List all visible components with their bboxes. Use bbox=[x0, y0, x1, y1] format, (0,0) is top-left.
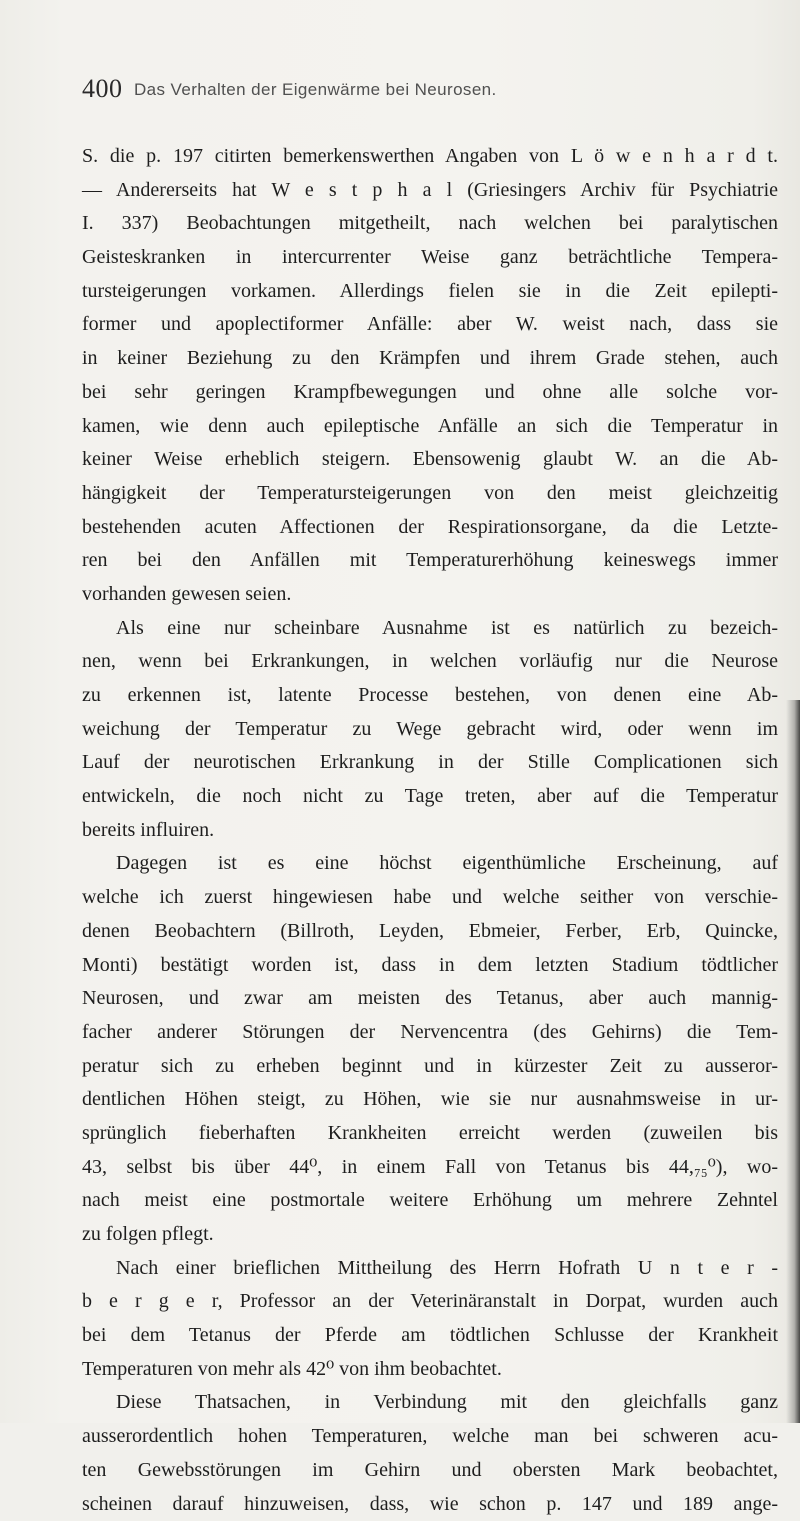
text-line: kamen, wie denn auch epileptische Anfälle an sich die Temperatur in bbox=[82, 410, 778, 444]
text-line: Nach einer brieflichen Mittheilung des Herrn Hofrath U n t e r - bbox=[82, 1252, 778, 1286]
text-line: welche ich zuerst hingewiesen habe und welche seither von verschie- bbox=[82, 881, 778, 915]
body-text bbox=[82, 140, 778, 1521]
text-line: peratur sich zu erheben beginnt und in kürzester Zeit zu ausseror- bbox=[82, 1050, 778, 1084]
text-line: scheinen darauf hinzuweisen, dass, wie schon p. 147 und 189 ange- bbox=[82, 1488, 778, 1521]
text-line: weichung der Temperatur zu Wege gebracht wird, oder wenn im bbox=[82, 713, 778, 747]
text-line: 43, selbst bis über 44⁰, in einem Fall von Tetanus bis 44,₇₅⁰), wo- bbox=[82, 1151, 778, 1185]
text-line: Geisteskranken in intercurrenter Weise ganz beträchtliche Tempera- bbox=[82, 241, 778, 275]
text-line: Dagegen ist es eine höchst eigenthümliche Erscheinung, auf bbox=[82, 847, 778, 881]
text-line: bereits influiren. bbox=[82, 814, 778, 848]
text-line: hängigkeit der Temperatursteigerungen von den meist gleichzeitig bbox=[82, 477, 778, 511]
text-line: zu folgen pflegt. bbox=[82, 1218, 778, 1252]
text-line: Temperaturen von mehr als 42⁰ von ihm beobachtet. bbox=[82, 1353, 778, 1387]
text-line: bei dem Tetanus der Pferde am tödtlichen Schlusse der Krankheit bbox=[82, 1319, 778, 1353]
page-number: 400 bbox=[82, 74, 123, 104]
text-line: Als eine nur scheinbare Ausnahme ist es natürlich zu bezeich- bbox=[82, 612, 778, 646]
text-line: facher anderer Störungen der Nervencentra (des Gehirns) die Tem- bbox=[82, 1016, 778, 1050]
text-line: entwickeln, die noch nicht zu Tage treten, aber auf die Temperatur bbox=[82, 780, 778, 814]
text-line: ausserordentlich hohen Temperaturen, welche man bei schweren acu- bbox=[82, 1420, 778, 1454]
text-line: ren bei den Anfällen mit Temperaturerhöhung keineswegs immer bbox=[82, 544, 778, 578]
text-line: vorhanden gewesen seien. bbox=[82, 578, 778, 612]
text-line: bei sehr geringen Krampfbewegungen und ohne alle solche vor- bbox=[82, 376, 778, 410]
page-header bbox=[82, 74, 740, 114]
text-line: bestehenden acuten Affectionen der Respirationsorgane, da die Letzte- bbox=[82, 511, 778, 545]
text-line: Diese Thatsachen, in Verbindung mit den gleichfalls ganz bbox=[82, 1386, 778, 1420]
text-line: keiner Weise erheblich steigern. Ebensowenig glaubt W. an die Ab- bbox=[82, 443, 778, 477]
text-line: Lauf der neurotischen Erkrankung in der Stille Complicationen sich bbox=[82, 746, 778, 780]
running-head: Das Verhalten der Eigenwärme bei Neurosen. bbox=[134, 80, 497, 100]
text-line: Neurosen, und zwar am meisten des Tetanus, aber auch mannig- bbox=[82, 982, 778, 1016]
text-line: ten Gewebsstörungen im Gehirn und obersten Mark beobachtet, bbox=[82, 1454, 778, 1488]
text-line: dentlichen Höhen steigt, zu Höhen, wie sie nur ausnahmsweise in ur- bbox=[82, 1083, 778, 1117]
text-line: former und apoplectiformer Anfälle: aber W. weist nach, dass sie bbox=[82, 308, 778, 342]
text-line: nach meist eine postmortale weitere Erhöhung um mehrere Zehntel bbox=[82, 1184, 778, 1218]
text-line: sprünglich fieberhaften Krankheiten erreicht werden (zuweilen bis bbox=[82, 1117, 778, 1151]
text-line: zu erkennen ist, latente Processe bestehen, von denen eine Ab- bbox=[82, 679, 778, 713]
text-line: S. die p. 197 citirten bemerkenswerthen Angaben von L ö w e n h a r d t. bbox=[82, 140, 778, 174]
text-line: Monti) bestätigt worden ist, dass in dem letzten Stadium tödtlicher bbox=[82, 949, 778, 983]
text-line: in keiner Beziehung zu den Krämpfen und ihrem Grade stehen, auch bbox=[82, 342, 778, 376]
page-edge-shadow bbox=[786, 700, 800, 1423]
text-line: b e r g e r, Professor an der Veterinäranstalt in Dorpat, wurden auch bbox=[82, 1285, 778, 1319]
text-line: nen, wenn bei Erkrankungen, in welchen vorläufig nur die Neurose bbox=[82, 645, 778, 679]
text-line: — Andererseits hat W e s t p h a l (Griesingers Archiv für Psychiatrie bbox=[82, 174, 778, 208]
text-line: denen Beobachtern (Billroth, Leyden, Ebmeier, Ferber, Erb, Quincke, bbox=[82, 915, 778, 949]
text-line: tursteigerungen vorkamen. Allerdings fielen sie in die Zeit epilepti- bbox=[82, 275, 778, 309]
text-line: I. 337) Beobachtungen mitgetheilt, nach welchen bei paralytischen bbox=[82, 207, 778, 241]
